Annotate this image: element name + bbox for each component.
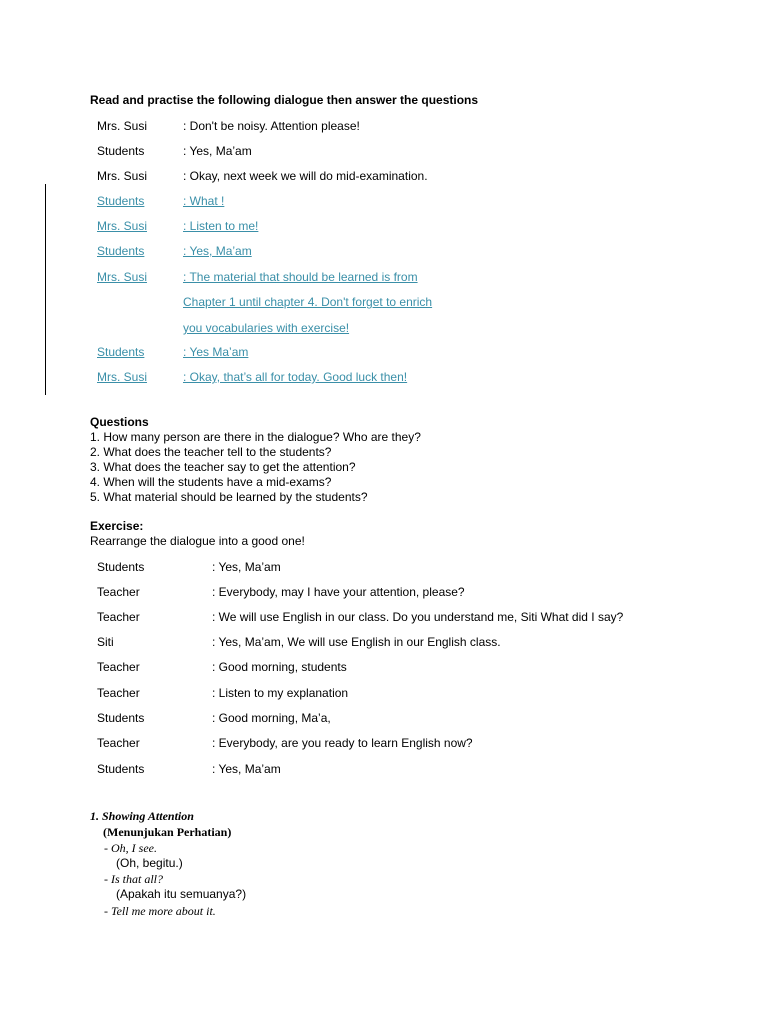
margin-change-bar [45, 184, 46, 395]
exercise-line: : Good morning, students [212, 660, 347, 674]
translation-line: (Oh, begitu.) [116, 856, 183, 870]
dialogue-speaker: Mrs. Susi [97, 169, 148, 183]
question-item: 2. What does the teacher tell to the students? [90, 445, 332, 459]
translation-line: (Apakah itu semuanya?) [116, 887, 247, 901]
dialogue-speaker-link[interactable]: Students [97, 244, 145, 258]
exercise-speaker: Teacher [97, 585, 140, 599]
dialogue-line-link[interactable]: : Listen to me! [183, 219, 259, 233]
dialogue-line-link[interactable]: : What ! [183, 194, 225, 208]
exercise-line: : Everybody, are you ready to learn English now? [212, 736, 473, 750]
expression-line: - Oh, I see. [104, 841, 157, 855]
question-item: 1. How many person are there in the dialogue? Who are they? [90, 430, 421, 444]
section-title: 1. Showing Attention [90, 809, 194, 823]
dialogue-speaker: Mrs. Susi [97, 119, 148, 133]
dialogue-line-link[interactable]: : Yes Ma’am [183, 345, 249, 359]
exercise-speaker: Students [97, 711, 145, 725]
dialogue-line-link[interactable]: : Okay, that’s all for today. Good luck then! [183, 370, 408, 384]
dialogue-line: : Don't be noisy. Attention please! [183, 119, 360, 133]
dialogue-line-link[interactable]: you vocabularies with exercise! [183, 321, 350, 335]
exercise-instruction: Rearrange the dialogue into a good one! [90, 534, 305, 548]
exercise-line: : Yes, Ma’am [212, 762, 281, 776]
exercise-speaker: Siti [97, 635, 114, 649]
exercise-line: : Yes, Ma’am, We will use English in our English class. [212, 635, 501, 649]
dialogue-line: : Yes, Ma’am [183, 144, 252, 158]
dialogue-line: : Okay, next week we will do mid-examination. [183, 169, 428, 183]
question-item: 4. When will the students have a mid-exams? [90, 475, 332, 489]
exercise-speaker: Teacher [97, 736, 140, 750]
exercise-line: : Everybody, may I have your attention, please? [212, 585, 465, 599]
exercise-speaker: Teacher [97, 610, 140, 624]
section-subtitle: (Menunjukan Perhatian) [103, 825, 232, 839]
exercise-line: : Listen to my explanation [212, 686, 349, 700]
dialogue-speaker-link[interactable]: Mrs. Susi [97, 270, 148, 284]
dialogue-line-link[interactable]: : Yes, Ma’am [183, 244, 252, 258]
dialogue-speaker-link[interactable]: Students [97, 194, 145, 208]
question-item: 3. What does the teacher say to get the attention? [90, 460, 356, 474]
dialogue-speaker: Students [97, 144, 145, 158]
exercise-speaker: Teacher [97, 660, 140, 674]
exercise-speaker: Students [97, 762, 145, 776]
dialogue-line-link[interactable]: : The material that should be learned is from [183, 270, 418, 284]
exercise-speaker: Teacher [97, 686, 140, 700]
dialogue-speaker-link[interactable]: Mrs. Susi [97, 219, 148, 233]
exercise-line: : Yes, Ma’am [212, 560, 281, 574]
questions-heading: Questions [90, 415, 149, 429]
question-item: 5. What material should be learned by the students? [90, 490, 368, 504]
instruction-heading: Read and practise the following dialogue then answer the questions [90, 93, 479, 107]
exercise-heading: Exercise: [90, 519, 144, 533]
dialogue-speaker-link[interactable]: Students [97, 345, 145, 359]
exercise-line: : We will use English in our class. Do you understand me, Siti What did I say? [212, 610, 624, 624]
dialogue-line-link[interactable]: Chapter 1 until chapter 4. Don't forget to enrich [183, 295, 433, 309]
expression-line: - Tell me more about it. [104, 904, 216, 918]
expression-line: - Is that all? [104, 872, 163, 886]
exercise-speaker: Students [97, 560, 145, 574]
exercise-line: : Good morning, Ma’a, [212, 711, 331, 725]
dialogue-speaker-link[interactable]: Mrs. Susi [97, 370, 148, 384]
